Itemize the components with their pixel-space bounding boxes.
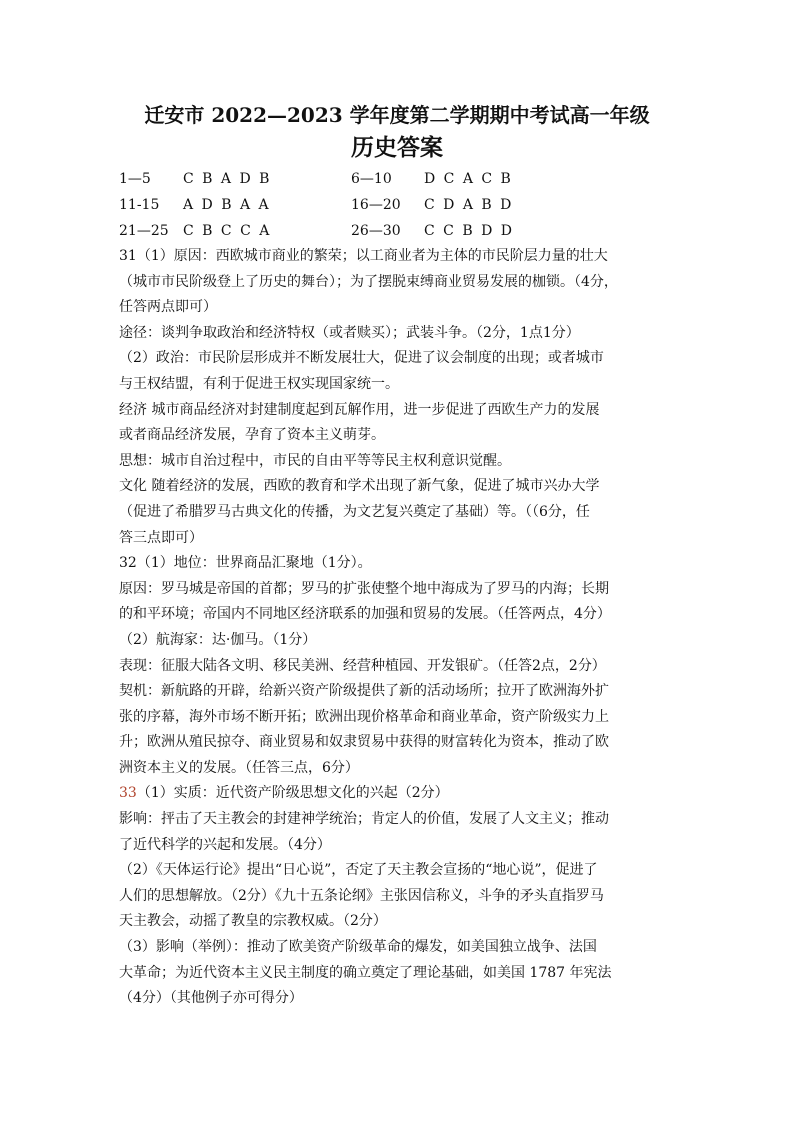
text-line: （4分）（其他例子亦可得分） <box>119 990 303 1007</box>
text-line: 经济 城市商品经济对封建制度起到瓦解作用，进一步促进了西欧生产力的发展 <box>119 401 600 418</box>
text-line: 影响：抨击了天主教会的封建神学统治；肯定人的价值，发展了人文主义；推动 <box>119 811 609 828</box>
answer-explanations <box>119 244 679 1012</box>
question-range: 1—5 <box>119 171 151 187</box>
text-line: （促进了希腊罗马古典文化的传播，为文艺复兴奠定了基础）等。（（6分，任 <box>119 503 590 520</box>
text-line: 或者商品经济发展，孕育了资本主义萌芽。 <box>119 427 385 444</box>
answer-letters: C D A B D <box>424 197 514 213</box>
text-line: 文化 随着经济的发展，西欧的教育和学术出现了新气象，促进了城市兴办大学 <box>119 478 600 495</box>
text-line: 契机：新航路的开辟，给新兴资产阶级提供了新的活动场所；拉开了欧洲海外扩 <box>119 683 609 700</box>
text-line: 天主教会，动摇了教皇的宗教权威。（2分） <box>119 913 387 930</box>
text-line: 答三点即可） <box>119 529 203 546</box>
question-range: 16—20 <box>351 197 401 213</box>
text-line: 任答两点即可） <box>119 299 217 316</box>
answer-letters: D C A C B <box>424 171 513 187</box>
text-line: 表现：征服大陆各文明、移民美洲、经营种植园、开发银矿。（任答2点，2分） <box>119 657 606 674</box>
multiple-choice-answers <box>119 166 679 244</box>
answer-row <box>119 192 679 218</box>
question-range: 6—10 <box>351 171 392 187</box>
text-line: 张的序幕，海外市场不断开拓；欧洲出现价格革命和商业革命，资产阶级实力上 <box>119 708 609 725</box>
question-33-number: 33 <box>119 785 137 802</box>
text-line: （1）实质：近代资产阶级思想文化的兴起（2分） <box>136 785 449 802</box>
text-line: 31（1）原因：西欧城市商业的繁荣；以工商业者为主体的市民阶层力量的壮大 <box>119 248 608 264</box>
text-line: 原因：罗马城是帝国的首都；罗马的扩张使整个地中海成为了罗马的内海；长期 <box>119 580 609 597</box>
question-33-line <box>119 781 679 807</box>
text-line: （城市市民阶级登上了历史的舞台）；为了摆脱束缚商业贸易发展的枷锁。（4分， <box>119 273 618 290</box>
exam-title: 迁安市 2022—2023 学年度第二学期期中考试高一年级 <box>144 103 650 127</box>
answer-letters: C B A D B <box>183 171 272 187</box>
question-range: 21—25 <box>119 223 169 239</box>
question-range: 11-15 <box>119 197 160 213</box>
answer-letters: C C B D D <box>424 223 514 239</box>
answer-row <box>119 166 679 192</box>
answer-row <box>119 218 679 244</box>
text-line: 32（1）地位：世界商品汇聚地（1分）。 <box>119 555 372 572</box>
text-line: （2）《天体运行论》提出“日心说”，否定了天主教会宣扬的“地心说”，促进了 <box>119 862 598 879</box>
text-line: 人们的思想解放。（2分）《九十五条论纲》主张因信称义，斗争的矛头直指罗马 <box>119 887 604 904</box>
text-line: 了近代科学的兴起和发展。（4分） <box>119 836 331 853</box>
answer-letters: C B C C A <box>183 223 272 239</box>
text-line: 与王权结盟，有利于促进王权实现国家统一。 <box>119 375 399 392</box>
text-line: 洲资本主义的发展。（任答三点，6分） <box>119 759 359 776</box>
text-line: 途径：谈判争取政治和经济特权（或者赎买）；武装斗争。（2分，1点1分） <box>119 324 580 341</box>
answer-letters: A D B A A <box>183 197 271 213</box>
text-line: 大革命；为近代资本主义民主制度的确立奠定了理论基础，如美国 1787 年宪法 <box>119 964 612 981</box>
text-line: （3）影响（举例）：推动了欧美资产阶级革命的爆发，如美国独立战争、法国 <box>119 939 597 956</box>
text-line: 升；欧洲从殖民掠夺、商业贸易和奴隶贸易中获得的财富转化为资本，推动了欧 <box>119 734 609 751</box>
exam-subtitle: 历史答案 <box>351 134 443 161</box>
text-line: （2）政治：市民阶层形成并不断发展壮大，促进了议会制度的出现；或者城市 <box>119 350 604 367</box>
question-range: 26—30 <box>351 223 401 239</box>
text-line: （2）航海家：达·伽马。（1分） <box>119 631 317 648</box>
text-line: 思想：城市自治过程中，市民的自由平等等民主权利意识觉醒。 <box>119 452 511 469</box>
text-line: 的和平环境；帝国内不同地区经济联系的加强和贸易的发展。（任答两点，4分） <box>119 606 611 623</box>
